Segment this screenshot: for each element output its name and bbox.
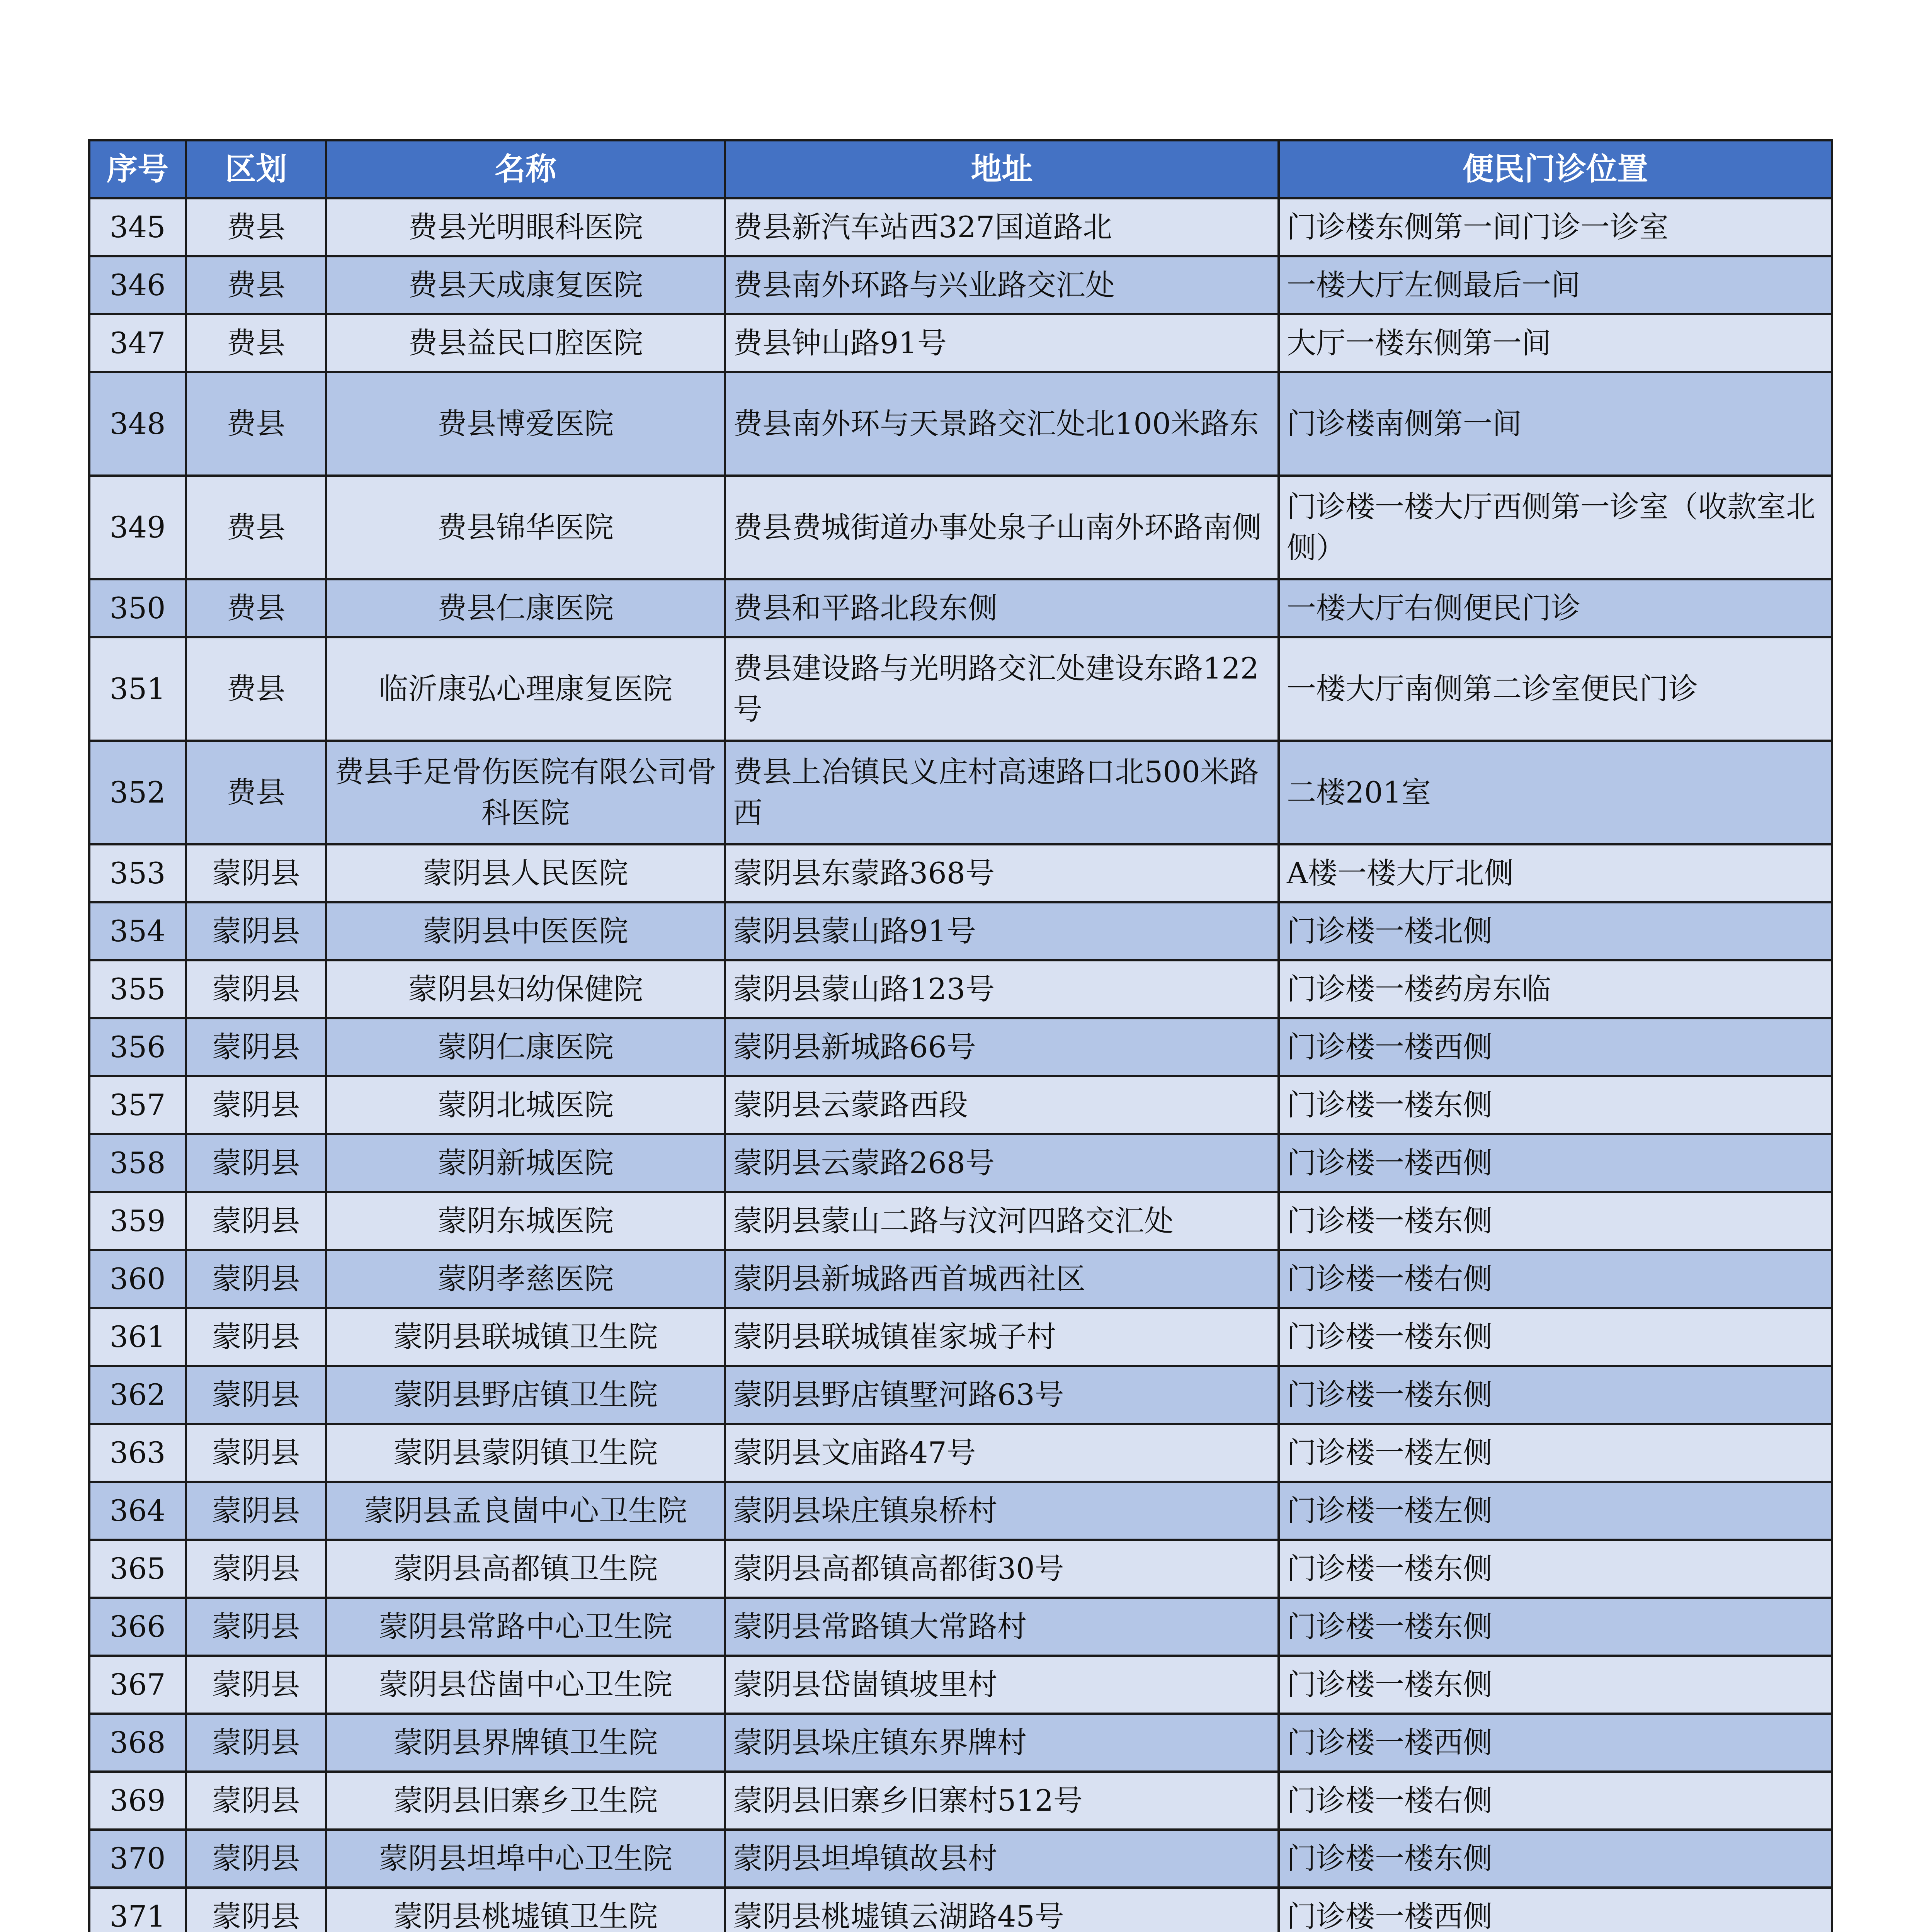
row-address: 蒙阴县新城路西首城西社区 (725, 1250, 1279, 1308)
row-district: 蒙阴县 (186, 1656, 326, 1714)
row-address: 费县南外环路与兴业路交汇处 (725, 256, 1279, 314)
row-district: 蒙阴县 (186, 844, 326, 902)
row-serial-number: 345 (89, 198, 186, 256)
table-row (89, 372, 1832, 476)
table-header (89, 140, 1832, 198)
row-address: 费县南外环与天景路交汇处北100米路东 (725, 372, 1279, 476)
row-serial-number: 366 (89, 1598, 186, 1656)
row-clinic-location: 门诊楼一楼药房东临 (1279, 960, 1832, 1018)
row-clinic-location: 门诊楼一楼西侧 (1279, 1888, 1832, 1932)
row-district: 蒙阴县 (186, 1482, 326, 1540)
row-serial-number: 357 (89, 1076, 186, 1134)
table-row (89, 1134, 1832, 1192)
row-address: 蒙阴县新城路66号 (725, 1018, 1279, 1076)
row-clinic-location: 门诊楼一楼右侧 (1279, 1772, 1832, 1830)
row-address: 蒙阴县云蒙路268号 (725, 1134, 1279, 1192)
row-address: 蒙阴县垛庄镇泉桥村 (725, 1482, 1279, 1540)
row-district: 蒙阴县 (186, 1366, 326, 1424)
row-serial-number: 364 (89, 1482, 186, 1540)
row-address: 蒙阴县岱崮镇坡里村 (725, 1656, 1279, 1714)
row-address: 蒙阴县垛庄镇东界牌村 (725, 1714, 1279, 1772)
row-district: 费县 (186, 256, 326, 314)
header-address: 地址 (725, 140, 1279, 198)
row-institution-name: 蒙阴县中医医院 (326, 902, 725, 960)
row-clinic-location: A楼一楼大厅北侧 (1279, 844, 1832, 902)
table-row (89, 960, 1832, 1018)
row-institution-name: 费县手足骨伤医院有限公司骨科医院 (326, 741, 725, 844)
row-institution-name: 蒙阴县常路中心卫生院 (326, 1598, 725, 1656)
header-row (89, 140, 1832, 198)
row-serial-number: 355 (89, 960, 186, 1018)
table-row (89, 579, 1832, 637)
table-row (89, 1192, 1832, 1250)
row-district: 费县 (186, 372, 326, 476)
row-district: 费县 (186, 198, 326, 256)
row-institution-name: 临沂康弘心理康复医院 (326, 637, 725, 741)
row-district: 费县 (186, 579, 326, 637)
table-row (89, 1366, 1832, 1424)
table-row (89, 1482, 1832, 1540)
row-institution-name: 蒙阴新城医院 (326, 1134, 725, 1192)
table-row (89, 1308, 1832, 1366)
row-clinic-location: 门诊楼东侧第一间门诊一诊室 (1279, 198, 1832, 256)
row-serial-number: 367 (89, 1656, 186, 1714)
row-institution-name: 蒙阴县桃墟镇卫生院 (326, 1888, 725, 1932)
row-institution-name: 蒙阴县界牌镇卫生院 (326, 1714, 725, 1772)
row-address: 蒙阴县常路镇大常路村 (725, 1598, 1279, 1656)
row-address: 蒙阴县野店镇墅河路63号 (725, 1366, 1279, 1424)
row-district: 费县 (186, 741, 326, 844)
row-serial-number: 346 (89, 256, 186, 314)
row-serial-number: 353 (89, 844, 186, 902)
row-serial-number: 362 (89, 1366, 186, 1424)
row-institution-name: 蒙阴县妇幼保健院 (326, 960, 725, 1018)
row-clinic-location: 门诊楼一楼东侧 (1279, 1540, 1832, 1598)
row-address: 蒙阴县高都镇高都街30号 (725, 1540, 1279, 1598)
row-institution-name: 蒙阴仁康医院 (326, 1018, 725, 1076)
row-district: 蒙阴县 (186, 1772, 326, 1830)
row-address: 蒙阴县蒙山二路与汶河四路交汇处 (725, 1192, 1279, 1250)
row-institution-name: 蒙阴县人民医院 (326, 844, 725, 902)
row-clinic-location: 门诊楼一楼左侧 (1279, 1482, 1832, 1540)
row-clinic-location: 一楼大厅左侧最后一间 (1279, 256, 1832, 314)
row-serial-number: 348 (89, 372, 186, 476)
row-serial-number: 370 (89, 1830, 186, 1888)
table-row (89, 1888, 1832, 1932)
row-serial-number: 354 (89, 902, 186, 960)
row-district: 费县 (186, 476, 326, 579)
row-clinic-location: 大厅一楼东侧第一间 (1279, 314, 1832, 372)
row-district: 蒙阴县 (186, 1134, 326, 1192)
row-clinic-location: 门诊楼一楼西侧 (1279, 1018, 1832, 1076)
row-district: 蒙阴县 (186, 1888, 326, 1932)
row-address: 蒙阴县旧寨乡旧寨村512号 (725, 1772, 1279, 1830)
row-clinic-location: 门诊楼一楼左侧 (1279, 1424, 1832, 1482)
table-row (89, 1076, 1832, 1134)
row-clinic-location: 门诊楼一楼东侧 (1279, 1192, 1832, 1250)
row-serial-number: 356 (89, 1018, 186, 1076)
table-row (89, 844, 1832, 902)
row-institution-name: 费县锦华医院 (326, 476, 725, 579)
table-row (89, 1830, 1832, 1888)
table-row (89, 1424, 1832, 1482)
row-institution-name: 费县博爱医院 (326, 372, 725, 476)
row-district: 费县 (186, 314, 326, 372)
row-serial-number: 359 (89, 1192, 186, 1250)
row-district: 蒙阴县 (186, 1540, 326, 1598)
row-institution-name: 蒙阴县蒙阴镇卫生院 (326, 1424, 725, 1482)
row-district: 蒙阴县 (186, 1830, 326, 1888)
row-district: 蒙阴县 (186, 1192, 326, 1250)
row-clinic-location: 门诊楼一楼东侧 (1279, 1076, 1832, 1134)
row-serial-number: 369 (89, 1772, 186, 1830)
table-row (89, 1250, 1832, 1308)
table-row (89, 314, 1832, 372)
row-address: 费县建设路与光明路交汇处建设东路122号 (725, 637, 1279, 741)
row-district: 蒙阴县 (186, 960, 326, 1018)
row-address: 蒙阴县蒙山路91号 (725, 902, 1279, 960)
row-institution-name: 费县天成康复医院 (326, 256, 725, 314)
table-row (89, 1714, 1832, 1772)
table-row (89, 476, 1832, 579)
row-clinic-location: 门诊楼一楼西侧 (1279, 1134, 1832, 1192)
row-address: 蒙阴县文庙路47号 (725, 1424, 1279, 1482)
table-row (89, 256, 1832, 314)
row-serial-number: 358 (89, 1134, 186, 1192)
row-institution-name: 蒙阴县野店镇卫生院 (326, 1366, 725, 1424)
row-institution-name: 蒙阴县岱崮中心卫生院 (326, 1656, 725, 1714)
row-clinic-location: 门诊楼一楼东侧 (1279, 1830, 1832, 1888)
row-address: 蒙阴县蒙山路123号 (725, 960, 1279, 1018)
row-serial-number: 349 (89, 476, 186, 579)
row-address: 费县费城街道办事处泉子山南外环路南侧 (725, 476, 1279, 579)
table-row (89, 741, 1832, 844)
table-body (89, 198, 1832, 1932)
row-clinic-location: 门诊楼一楼东侧 (1279, 1366, 1832, 1424)
row-clinic-location: 门诊楼一楼东侧 (1279, 1656, 1832, 1714)
row-institution-name: 蒙阴北城医院 (326, 1076, 725, 1134)
row-district: 蒙阴县 (186, 1308, 326, 1366)
table-row (89, 1540, 1832, 1598)
row-district: 蒙阴县 (186, 1598, 326, 1656)
row-clinic-location: 门诊楼一楼东侧 (1279, 1308, 1832, 1366)
row-serial-number: 347 (89, 314, 186, 372)
header-district: 区划 (186, 140, 326, 198)
row-serial-number: 361 (89, 1308, 186, 1366)
row-institution-name: 蒙阴县高都镇卫生院 (326, 1540, 725, 1598)
row-address: 费县新汽车站西327国道路北 (725, 198, 1279, 256)
table-row (89, 198, 1832, 256)
row-institution-name: 费县仁康医院 (326, 579, 725, 637)
row-address: 费县上冶镇民义庄村高速路口北500米路西 (725, 741, 1279, 844)
row-clinic-location: 门诊楼一楼右侧 (1279, 1250, 1832, 1308)
table-row (89, 637, 1832, 741)
row-address: 蒙阴县东蒙路368号 (725, 844, 1279, 902)
row-serial-number: 360 (89, 1250, 186, 1308)
row-clinic-location: 门诊楼一楼大厅西侧第一诊室（收款室北侧） (1279, 476, 1832, 579)
row-district: 蒙阴县 (186, 1714, 326, 1772)
row-district: 费县 (186, 637, 326, 741)
row-address: 蒙阴县云蒙路西段 (725, 1076, 1279, 1134)
table-row (89, 1656, 1832, 1714)
row-serial-number: 371 (89, 1888, 186, 1932)
row-serial-number: 352 (89, 741, 186, 844)
table-row (89, 1772, 1832, 1830)
row-institution-name: 蒙阴县孟良崮中心卫生院 (326, 1482, 725, 1540)
row-clinic-location: 门诊楼一楼北侧 (1279, 902, 1832, 960)
row-institution-name: 费县益民口腔医院 (326, 314, 725, 372)
row-clinic-location: 一楼大厅南侧第二诊室便民门诊 (1279, 637, 1832, 741)
row-institution-name: 蒙阴县坦埠中心卫生院 (326, 1830, 725, 1888)
row-serial-number: 351 (89, 637, 186, 741)
row-institution-name: 蒙阴孝慈医院 (326, 1250, 725, 1308)
clinic-table (88, 139, 1833, 1932)
row-serial-number: 363 (89, 1424, 186, 1482)
row-clinic-location: 门诊楼南侧第一间 (1279, 372, 1832, 476)
table-row (89, 1018, 1832, 1076)
row-address: 蒙阴县坦埠镇故县村 (725, 1830, 1279, 1888)
table-row (89, 902, 1832, 960)
row-address: 蒙阴县联城镇崔家城子村 (725, 1308, 1279, 1366)
row-clinic-location: 门诊楼一楼西侧 (1279, 1714, 1832, 1772)
header-name: 名称 (326, 140, 725, 198)
row-serial-number: 368 (89, 1714, 186, 1772)
row-clinic-location: 二楼201室 (1279, 741, 1832, 844)
row-address: 蒙阴县桃墟镇云湖路45号 (725, 1888, 1279, 1932)
row-address: 费县钟山路91号 (725, 314, 1279, 372)
header-clinic-location: 便民门诊位置 (1279, 140, 1832, 198)
row-district: 蒙阴县 (186, 1018, 326, 1076)
row-institution-name: 蒙阴县联城镇卫生院 (326, 1308, 725, 1366)
row-clinic-location: 一楼大厅右侧便民门诊 (1279, 579, 1832, 637)
row-serial-number: 350 (89, 579, 186, 637)
row-institution-name: 蒙阴东城医院 (326, 1192, 725, 1250)
table-row (89, 1598, 1832, 1656)
row-serial-number: 365 (89, 1540, 186, 1598)
row-district: 蒙阴县 (186, 1250, 326, 1308)
row-district: 蒙阴县 (186, 902, 326, 960)
row-clinic-location: 门诊楼一楼东侧 (1279, 1598, 1832, 1656)
row-district: 蒙阴县 (186, 1076, 326, 1134)
row-institution-name: 蒙阴县旧寨乡卫生院 (326, 1772, 725, 1830)
row-district: 蒙阴县 (186, 1424, 326, 1482)
row-address: 费县和平路北段东侧 (725, 579, 1279, 637)
header-serial-number: 序号 (89, 140, 186, 198)
row-institution-name: 费县光明眼科医院 (326, 198, 725, 256)
